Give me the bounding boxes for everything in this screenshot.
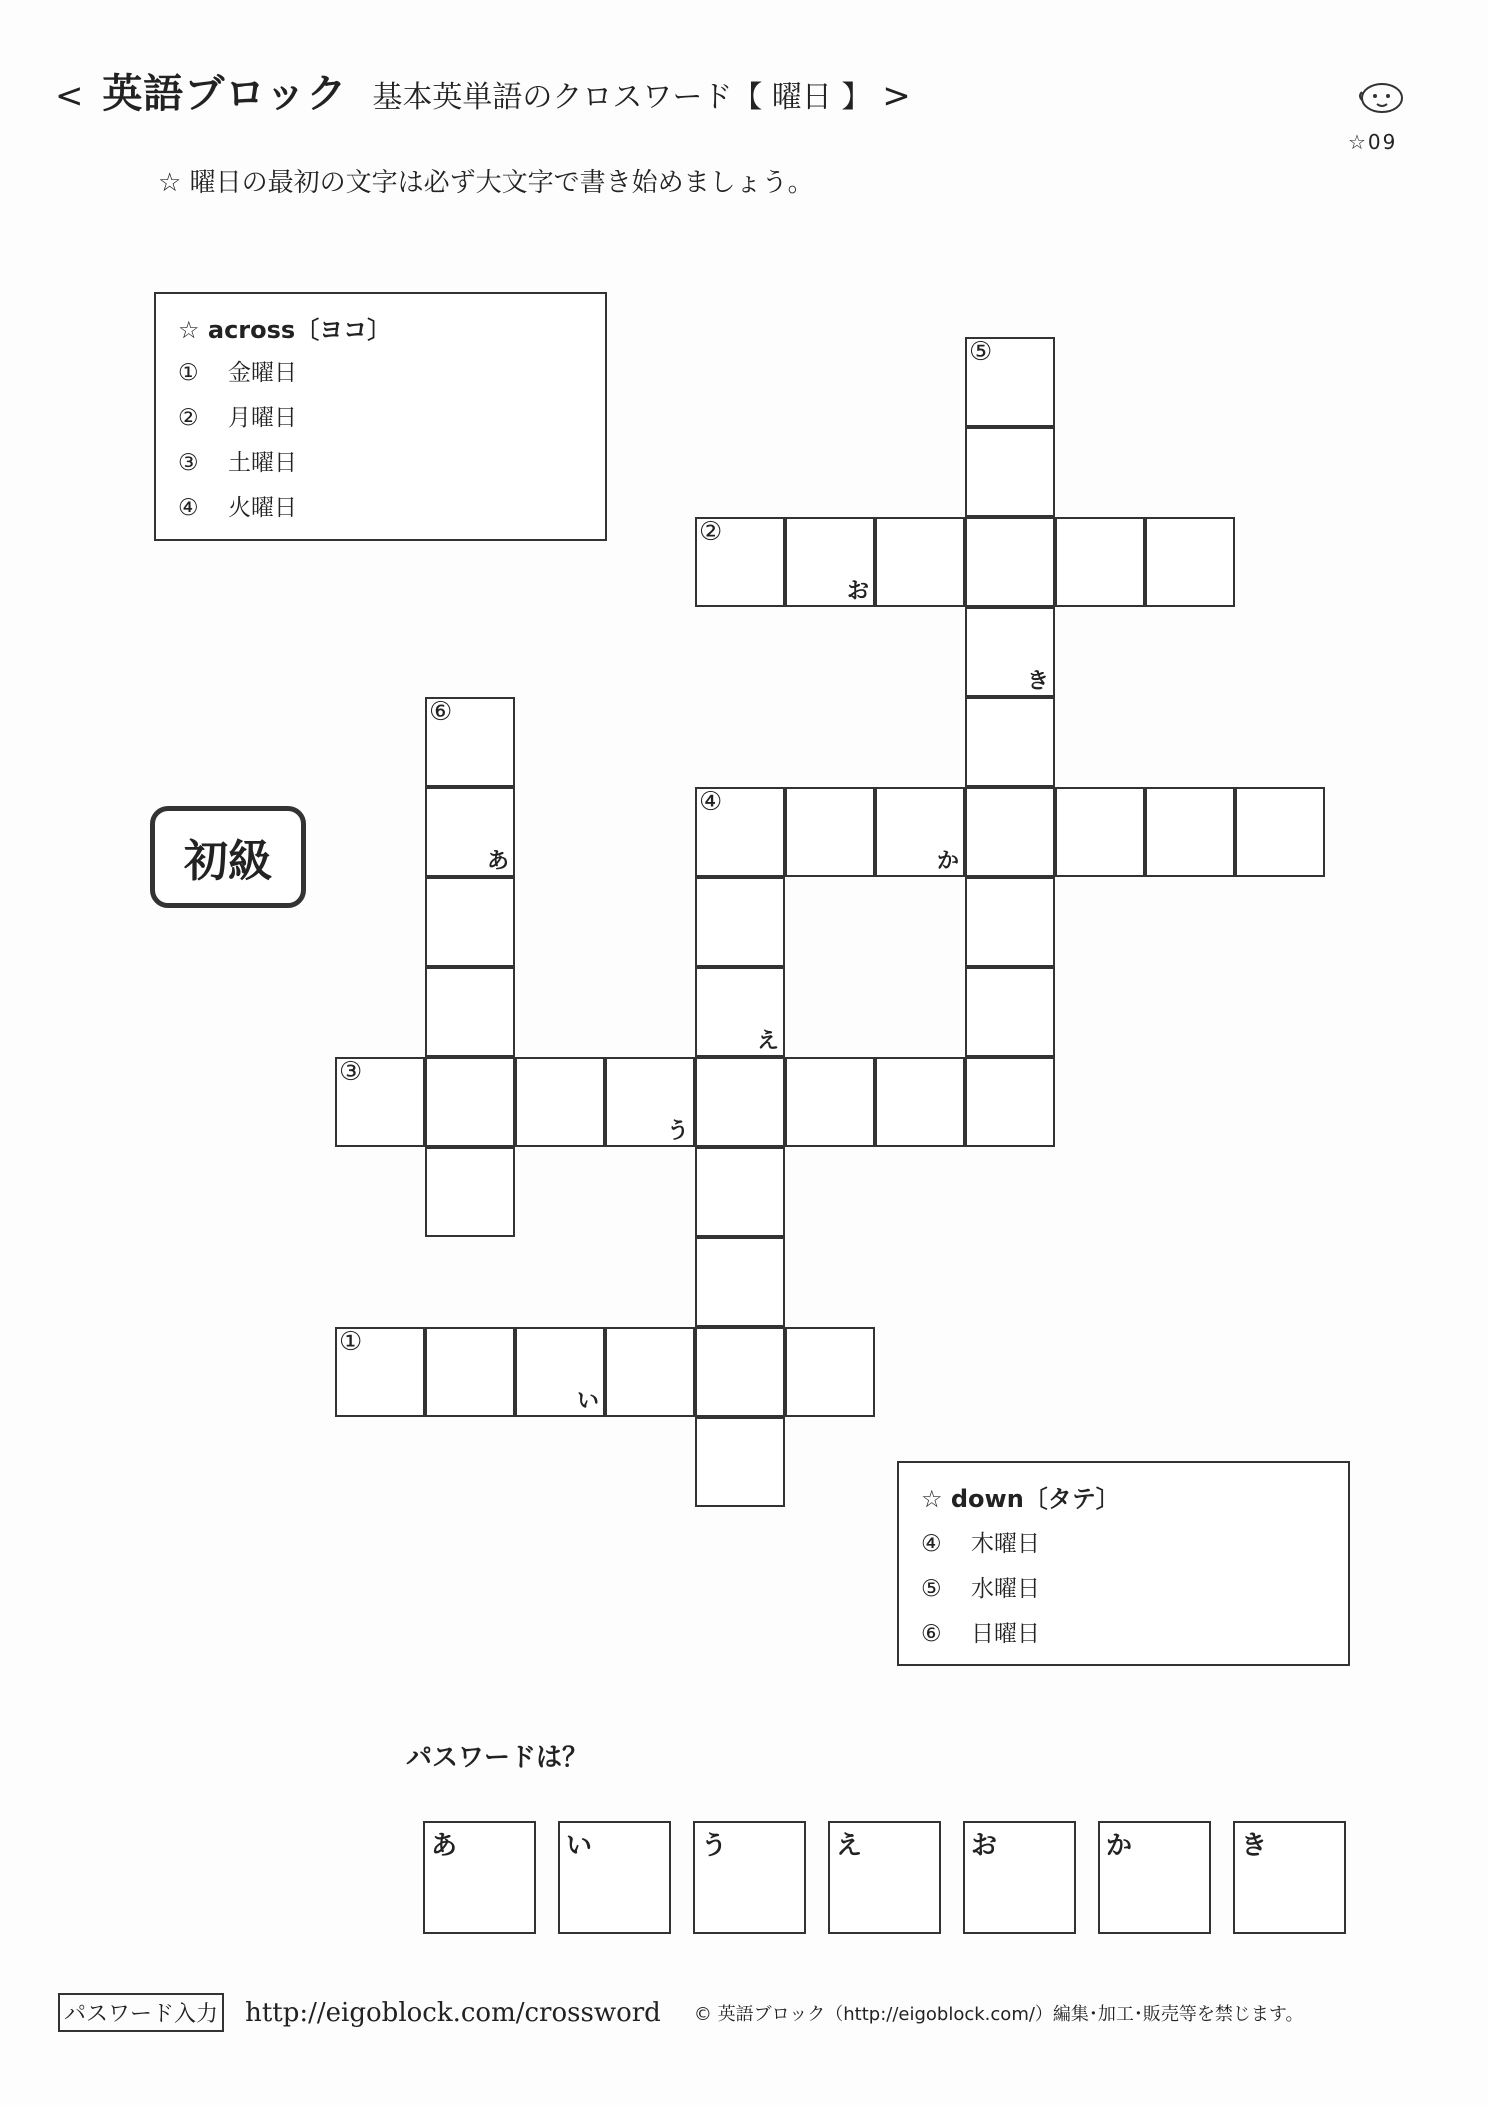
instruction-text: ☆ 曜日の最初の文字は必ず大文字で書き始めましょう。 (158, 168, 814, 198)
grid-cell[interactable] (695, 1147, 785, 1237)
grid-cell[interactable] (1145, 787, 1235, 877)
close-bracket: > (882, 76, 911, 116)
grid-cell[interactable] (1055, 517, 1145, 607)
password-box[interactable]: あ (423, 1821, 536, 1934)
clue-item: ③ 土曜日 (178, 450, 297, 476)
password-box[interactable]: か (1098, 1821, 1211, 1934)
grid-cell[interactable] (695, 1327, 785, 1417)
clue-item: ⑥ 日曜日 (921, 1621, 1040, 1647)
grid-cell[interactable] (695, 1057, 785, 1147)
grid-cell[interactable]: ① (335, 1327, 425, 1417)
password-box[interactable]: え (828, 1821, 941, 1934)
grid-cell[interactable]: い (515, 1327, 605, 1417)
open-bracket: < (55, 76, 84, 116)
page-code: ☆09 (1348, 130, 1398, 154)
password-title: パスワードは？ (406, 1743, 589, 1773)
grid-cell[interactable]: ③ (335, 1057, 425, 1147)
password-box[interactable]: き (1233, 1821, 1346, 1934)
grid-cell[interactable] (965, 697, 1055, 787)
grid-cell[interactable] (425, 877, 515, 967)
grid-cell[interactable] (785, 1327, 875, 1417)
grid-cell[interactable] (1055, 787, 1145, 877)
across-heading: ☆ across〔ヨコ〕 (178, 316, 392, 344)
worksheet-subtitle: 基本英単語のクロスワード【 曜日 】 (372, 80, 872, 115)
grid-cell[interactable]: ② (695, 517, 785, 607)
clue-item: ④ 火曜日 (178, 495, 297, 521)
level-badge: 初級 (150, 806, 306, 908)
mascot-face-icon (1356, 80, 1406, 114)
grid-cell[interactable] (965, 787, 1055, 877)
password-box[interactable]: お (963, 1821, 1076, 1934)
grid-cell[interactable]: ④ (695, 787, 785, 877)
clue-item: ① 金曜日 (178, 360, 297, 386)
down-heading: ☆ down〔タテ〕 (921, 1485, 1120, 1513)
grid-cell[interactable] (875, 1057, 965, 1147)
grid-cell[interactable] (1235, 787, 1325, 877)
footer (58, 1993, 1303, 2032)
grid-cell[interactable]: き (965, 607, 1055, 697)
grid-cell[interactable] (965, 877, 1055, 967)
grid-cell[interactable] (605, 1327, 695, 1417)
grid-cell[interactable] (785, 787, 875, 877)
grid-cell[interactable] (965, 427, 1055, 517)
grid-cell[interactable]: う (605, 1057, 695, 1147)
copyright-text: © 英語ブロック（http://eigoblock.com/）編集･加工･販売等を禁じます。 (693, 2003, 1304, 2025)
grid-cell[interactable] (875, 517, 965, 607)
grid-cell[interactable] (965, 517, 1055, 607)
grid-cell[interactable]: お (785, 517, 875, 607)
down-clue-box (897, 1461, 1350, 1666)
password-box[interactable]: い (558, 1821, 671, 1934)
clue-item: ⑤ 水曜日 (921, 1576, 1040, 1602)
grid-cell[interactable]: え (695, 967, 785, 1057)
password-box[interactable]: う (693, 1821, 806, 1934)
footer-url-link[interactable]: http://eigoblock.com/crossword (245, 1997, 661, 2028)
grid-cell[interactable] (425, 1327, 515, 1417)
clue-item: ④ 木曜日 (921, 1531, 1040, 1557)
grid-cell[interactable]: あ (425, 787, 515, 877)
grid-cell[interactable]: か (875, 787, 965, 877)
brand-logo: 英語ブロック (102, 71, 348, 117)
grid-cell[interactable] (695, 877, 785, 967)
grid-cell[interactable]: ⑥ (425, 697, 515, 787)
grid-cell[interactable]: ⑤ (965, 337, 1055, 427)
grid-cell[interactable] (425, 1147, 515, 1237)
across-clue-box (154, 292, 607, 541)
grid-cell[interactable] (785, 1057, 875, 1147)
password-entry-button[interactable]: パスワード入力 (58, 1993, 224, 2032)
grid-cell[interactable] (965, 1057, 1055, 1147)
header-title (55, 62, 911, 119)
grid-cell[interactable] (1145, 517, 1235, 607)
clue-item: ② 月曜日 (178, 405, 297, 431)
grid-cell[interactable] (515, 1057, 605, 1147)
grid-cell[interactable] (425, 1057, 515, 1147)
grid-cell[interactable] (695, 1237, 785, 1327)
grid-cell[interactable] (965, 967, 1055, 1057)
grid-cell[interactable] (695, 1417, 785, 1507)
grid-cell[interactable] (425, 967, 515, 1057)
